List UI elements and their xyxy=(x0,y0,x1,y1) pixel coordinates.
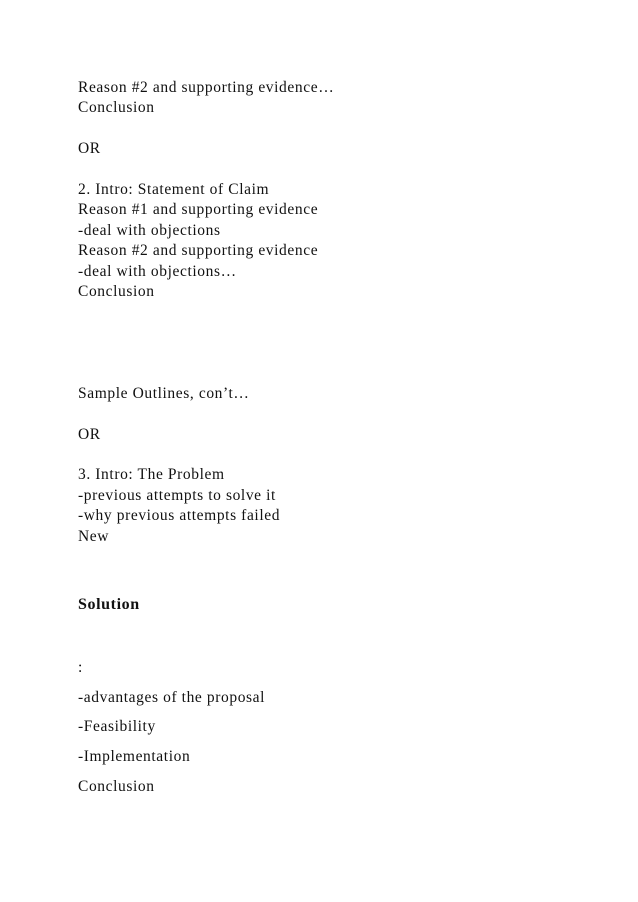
outline-line-advantages: -advantages of the proposal xyxy=(78,689,266,706)
outline-separator-or: OR xyxy=(78,426,101,443)
outline-line-feasibility: -Feasibility xyxy=(78,718,156,735)
outline-line-previous-attempts: -previous attempts to solve it xyxy=(78,487,276,504)
outline-line-conclusion: Conclusion xyxy=(78,283,155,300)
outline-line-intro-claim: 2. Intro: Statement of Claim xyxy=(78,181,270,198)
outline-line-failed-attempts: -why previous attempts failed xyxy=(78,507,281,524)
outline-line-intro-problem: 3. Intro: The Problem xyxy=(78,466,225,483)
outline-line-objections: -deal with objections… xyxy=(78,263,237,280)
outline-line-new: New xyxy=(78,528,110,545)
colon-mark: : xyxy=(78,659,83,676)
outline-line-implementation: -Implementation xyxy=(78,748,191,765)
outline-line-reason-1: Reason #1 and supporting evidence xyxy=(78,201,319,218)
solution-heading: Solution xyxy=(78,596,140,613)
outline-line-reason-2: Reason #2 and supporting evidence… xyxy=(78,79,335,96)
outline-line-conclusion: Conclusion xyxy=(78,778,155,795)
outline-separator-or: OR xyxy=(78,140,101,157)
outline-line-conclusion: Conclusion xyxy=(78,99,155,116)
section-heading: Sample Outlines, con’t… xyxy=(78,385,250,402)
outline-line-reason-2: Reason #2 and supporting evidence xyxy=(78,242,319,259)
outline-line-objections: -deal with objections xyxy=(78,222,221,239)
